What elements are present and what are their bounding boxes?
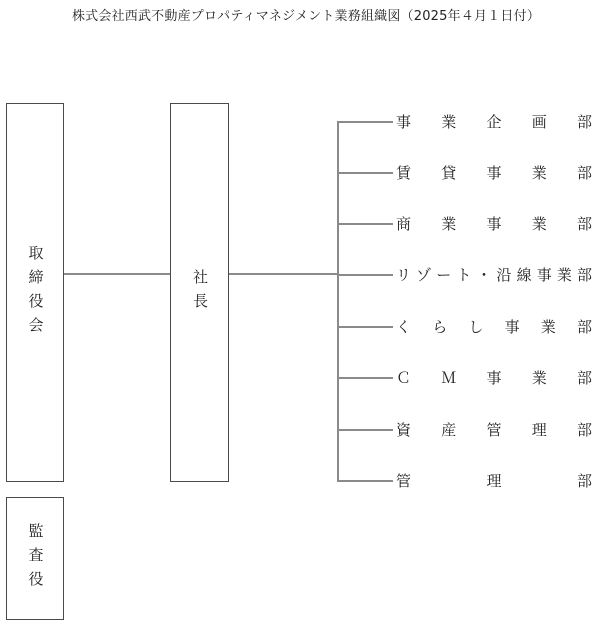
department-label-char: リ — [396, 266, 412, 284]
department-label-char: 理 — [486, 472, 502, 490]
department-7 — [396, 421, 592, 439]
department-label-char: ら — [432, 318, 448, 336]
department-label-char: 企 — [486, 113, 502, 131]
branch-line-4 — [337, 274, 393, 276]
department-label-char: 賃 — [396, 164, 412, 182]
department-6 — [396, 369, 592, 387]
department-label-char: 事 — [486, 215, 502, 233]
branch-line-6 — [337, 377, 393, 379]
department-label-char: 事 — [536, 266, 552, 284]
department-label-char: 業 — [441, 215, 457, 233]
department-1 — [396, 113, 592, 131]
department-label-char: Ｃ — [396, 369, 412, 387]
department-label-char: 管 — [396, 472, 412, 490]
chart-title: 株式会社西武不動産プロパティマネジメント業務組織図（2025年４月１日付） — [71, 9, 541, 24]
board-of-directors-box — [6, 103, 64, 482]
department-label-char: 業 — [540, 318, 556, 336]
department-label-char: 業 — [531, 215, 547, 233]
department-label-char: 資 — [396, 421, 412, 439]
department-label-char: 事 — [396, 113, 412, 131]
department-label-char: ゾ — [416, 266, 432, 284]
department-label-char: Ｍ — [441, 369, 457, 387]
department-label-char: 部 — [576, 318, 592, 336]
department-5 — [396, 318, 592, 336]
department-label-char: 部 — [576, 164, 592, 182]
branch-line-7 — [337, 429, 393, 431]
department-label-char: 部 — [576, 472, 592, 490]
department-vertical-bus — [337, 121, 339, 481]
department-label-char: ト — [456, 266, 472, 284]
department-label-char: ・ — [476, 266, 492, 284]
department-label-char: 事 — [486, 369, 502, 387]
department-label-char: 産 — [441, 421, 457, 439]
department-label-char: 業 — [441, 113, 457, 131]
department-label-char: 部 — [576, 266, 592, 284]
president-trunk-connector — [229, 273, 337, 275]
department-label-char: 部 — [576, 421, 592, 439]
branch-line-8 — [337, 480, 393, 482]
department-label-char: 業 — [531, 369, 547, 387]
department-label-char: 商 — [396, 215, 412, 233]
department-label-char: 管 — [486, 421, 502, 439]
department-4 — [396, 266, 592, 284]
department-label-char: 部 — [576, 369, 592, 387]
branch-line-1 — [337, 121, 393, 123]
department-label-char: 貸 — [441, 164, 457, 182]
auditor-label: 監査役 — [26, 522, 45, 595]
department-label-char: 業 — [556, 266, 572, 284]
department-label-char: 理 — [531, 421, 547, 439]
department-label-char: 業 — [531, 164, 547, 182]
branch-line-2 — [337, 172, 393, 174]
president-box — [170, 103, 229, 482]
department-label-char: ー — [436, 266, 452, 284]
department-3 — [396, 215, 592, 233]
department-label-char: し — [468, 318, 484, 336]
department-label-char: 事 — [486, 164, 502, 182]
department-8 — [396, 472, 592, 490]
board-president-connector — [64, 273, 170, 275]
department-2 — [396, 164, 592, 182]
branch-line-5 — [337, 326, 393, 328]
department-label-char: 線 — [516, 266, 532, 284]
board-of-directors-label: 取締役会 — [26, 244, 45, 341]
department-label-char: 部 — [576, 215, 592, 233]
auditor-box — [6, 497, 64, 620]
department-label-char: 事 — [504, 318, 520, 336]
department-label-char: 沿 — [496, 266, 512, 284]
president-label: 社長 — [191, 268, 209, 317]
department-label-char: 画 — [531, 113, 547, 131]
department-label-char: 部 — [576, 113, 592, 131]
branch-line-3 — [337, 223, 393, 225]
department-label-char: く — [396, 318, 412, 336]
